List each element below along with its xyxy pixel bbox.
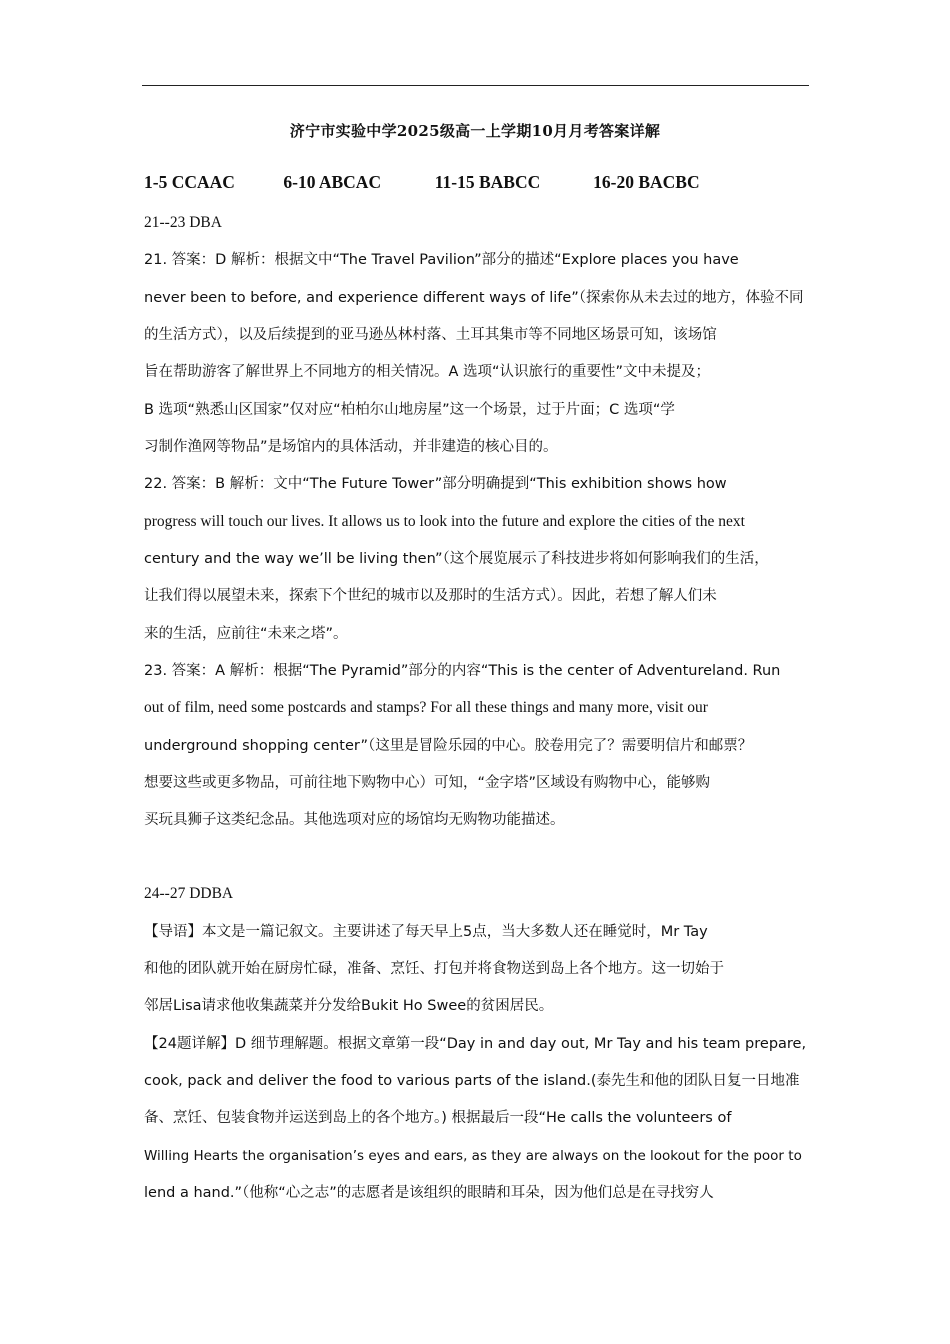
text-line: 备、烹饪、包装食物并运送到岛上的各个地方。) 根据最后一段“He calls the volunteers of (144, 1110, 732, 1126)
text-line: cook, pack and deliver the food to various parts of the island.(泰先生和他的团队日复一日地准 (144, 1073, 800, 1089)
text-line: never been to before, and experience different ways of life”（探索你从未去过的地方，体验不同 (144, 290, 804, 306)
text-line: 和他的团队就开始在厨房忙碌，准备、烹饪、打包并将食物送到岛上各个地方。这一切始于 (144, 961, 724, 977)
page-title: 济宁市实验中学2025级高一上学期10月月考答案详解 (289, 122, 661, 140)
header-rule (142, 85, 809, 86)
answer-key-6-10: 6-10 ABCAC (283, 172, 382, 192)
section-heading-24-27: 24--27 DDBA (144, 885, 234, 902)
text-line: 来的生活，应前往“未来之塔”。 (144, 626, 348, 642)
answer-key-1-5: 1-5 CCAAC (144, 172, 235, 192)
text-line: Willing Hearts the organisation’s eyes and ears, as they are always on the lookout for the poor to (144, 1148, 802, 1164)
text-line: out of film, need some postcards and stamps? For all these things and many more, visit our (144, 699, 708, 716)
text-line: progress will touch our lives. It allows us to look into the future and explore the cities of the next (144, 513, 745, 530)
text-line: underground shopping center”（这里是冒险乐园的中心。胶卷用完了？需要明信片和邮票？ (144, 738, 753, 754)
text-line: 买玩具狮子这类纪念品。其他选项对应的场馆均无购物功能描述。 (144, 812, 565, 828)
section-heading-21-23: 21--23 DBA (144, 214, 222, 231)
answer-key-11-15: 11-15 BABCC (434, 172, 541, 192)
text-line: century and the way we’ll be living then”（这个展览展示了科技进步将如何影响我们的生活， (144, 551, 769, 567)
text-line: 旨在帮助游客了解世界上不同地方的相关情况。A 选项“认识旅行的重要性”文中未提及； (144, 364, 711, 380)
text-line: 23. 答案：A 解析：根据“The Pyramid”部分的内容“This is the center of Adventureland. Run (144, 663, 781, 679)
text-line: 21. 答案：D 解析：根据文中“The Travel Pavilion”部分的描述“Explore places you have (144, 252, 739, 268)
answer-key-16-20: 16-20 BACBC (593, 172, 700, 192)
text-line: lend a hand.”（他称“心之志”的志愿者是该组织的眼睛和耳朵，因为他们总是在寻找穷人 (144, 1185, 714, 1201)
answer-key-row (144, 172, 824, 193)
text-line: 邻居Lisa请求他收集蔬菜并分发给Bukit Ho Swee的贫困居民。 (144, 998, 554, 1014)
text-line: 习制作渔网等物品”是场馆内的具体活动，并非建造的核心目的。 (144, 439, 558, 455)
text-line: 22. 答案：B 解析：文中“The Future Tower”部分明确提到“This exhibition shows how (144, 476, 727, 492)
text-line: 【导语】本文是一篇记叙文。主要讲述了每天早上5点，当大多数人还在睡觉时，Mr Tay (144, 924, 708, 940)
text-line: 【24题详解】D 细节理解题。根据文章第一段“Day in and day out, Mr Tay and his team prepare, (144, 1036, 807, 1052)
text-line: 让我们得以展望未来，探索下个世纪的城市以及那时的生活方式）。因此，若想了解人们未 (144, 588, 717, 604)
text-line: B 选项“熟悉山区国家”仅对应“柏柏尔山地房屋”这一个场景，过于片面；C 选项“学 (144, 402, 675, 418)
text-line: 想要这些或更多物品，可前往地下购物中心）可知，“金字塔”区域设有购物中心，能够购 (144, 775, 711, 791)
text-line: 的生活方式），以及后续提到的亚马逊丛林村落、土耳其集市等不同地区场景可知，该场馆 (144, 327, 717, 343)
